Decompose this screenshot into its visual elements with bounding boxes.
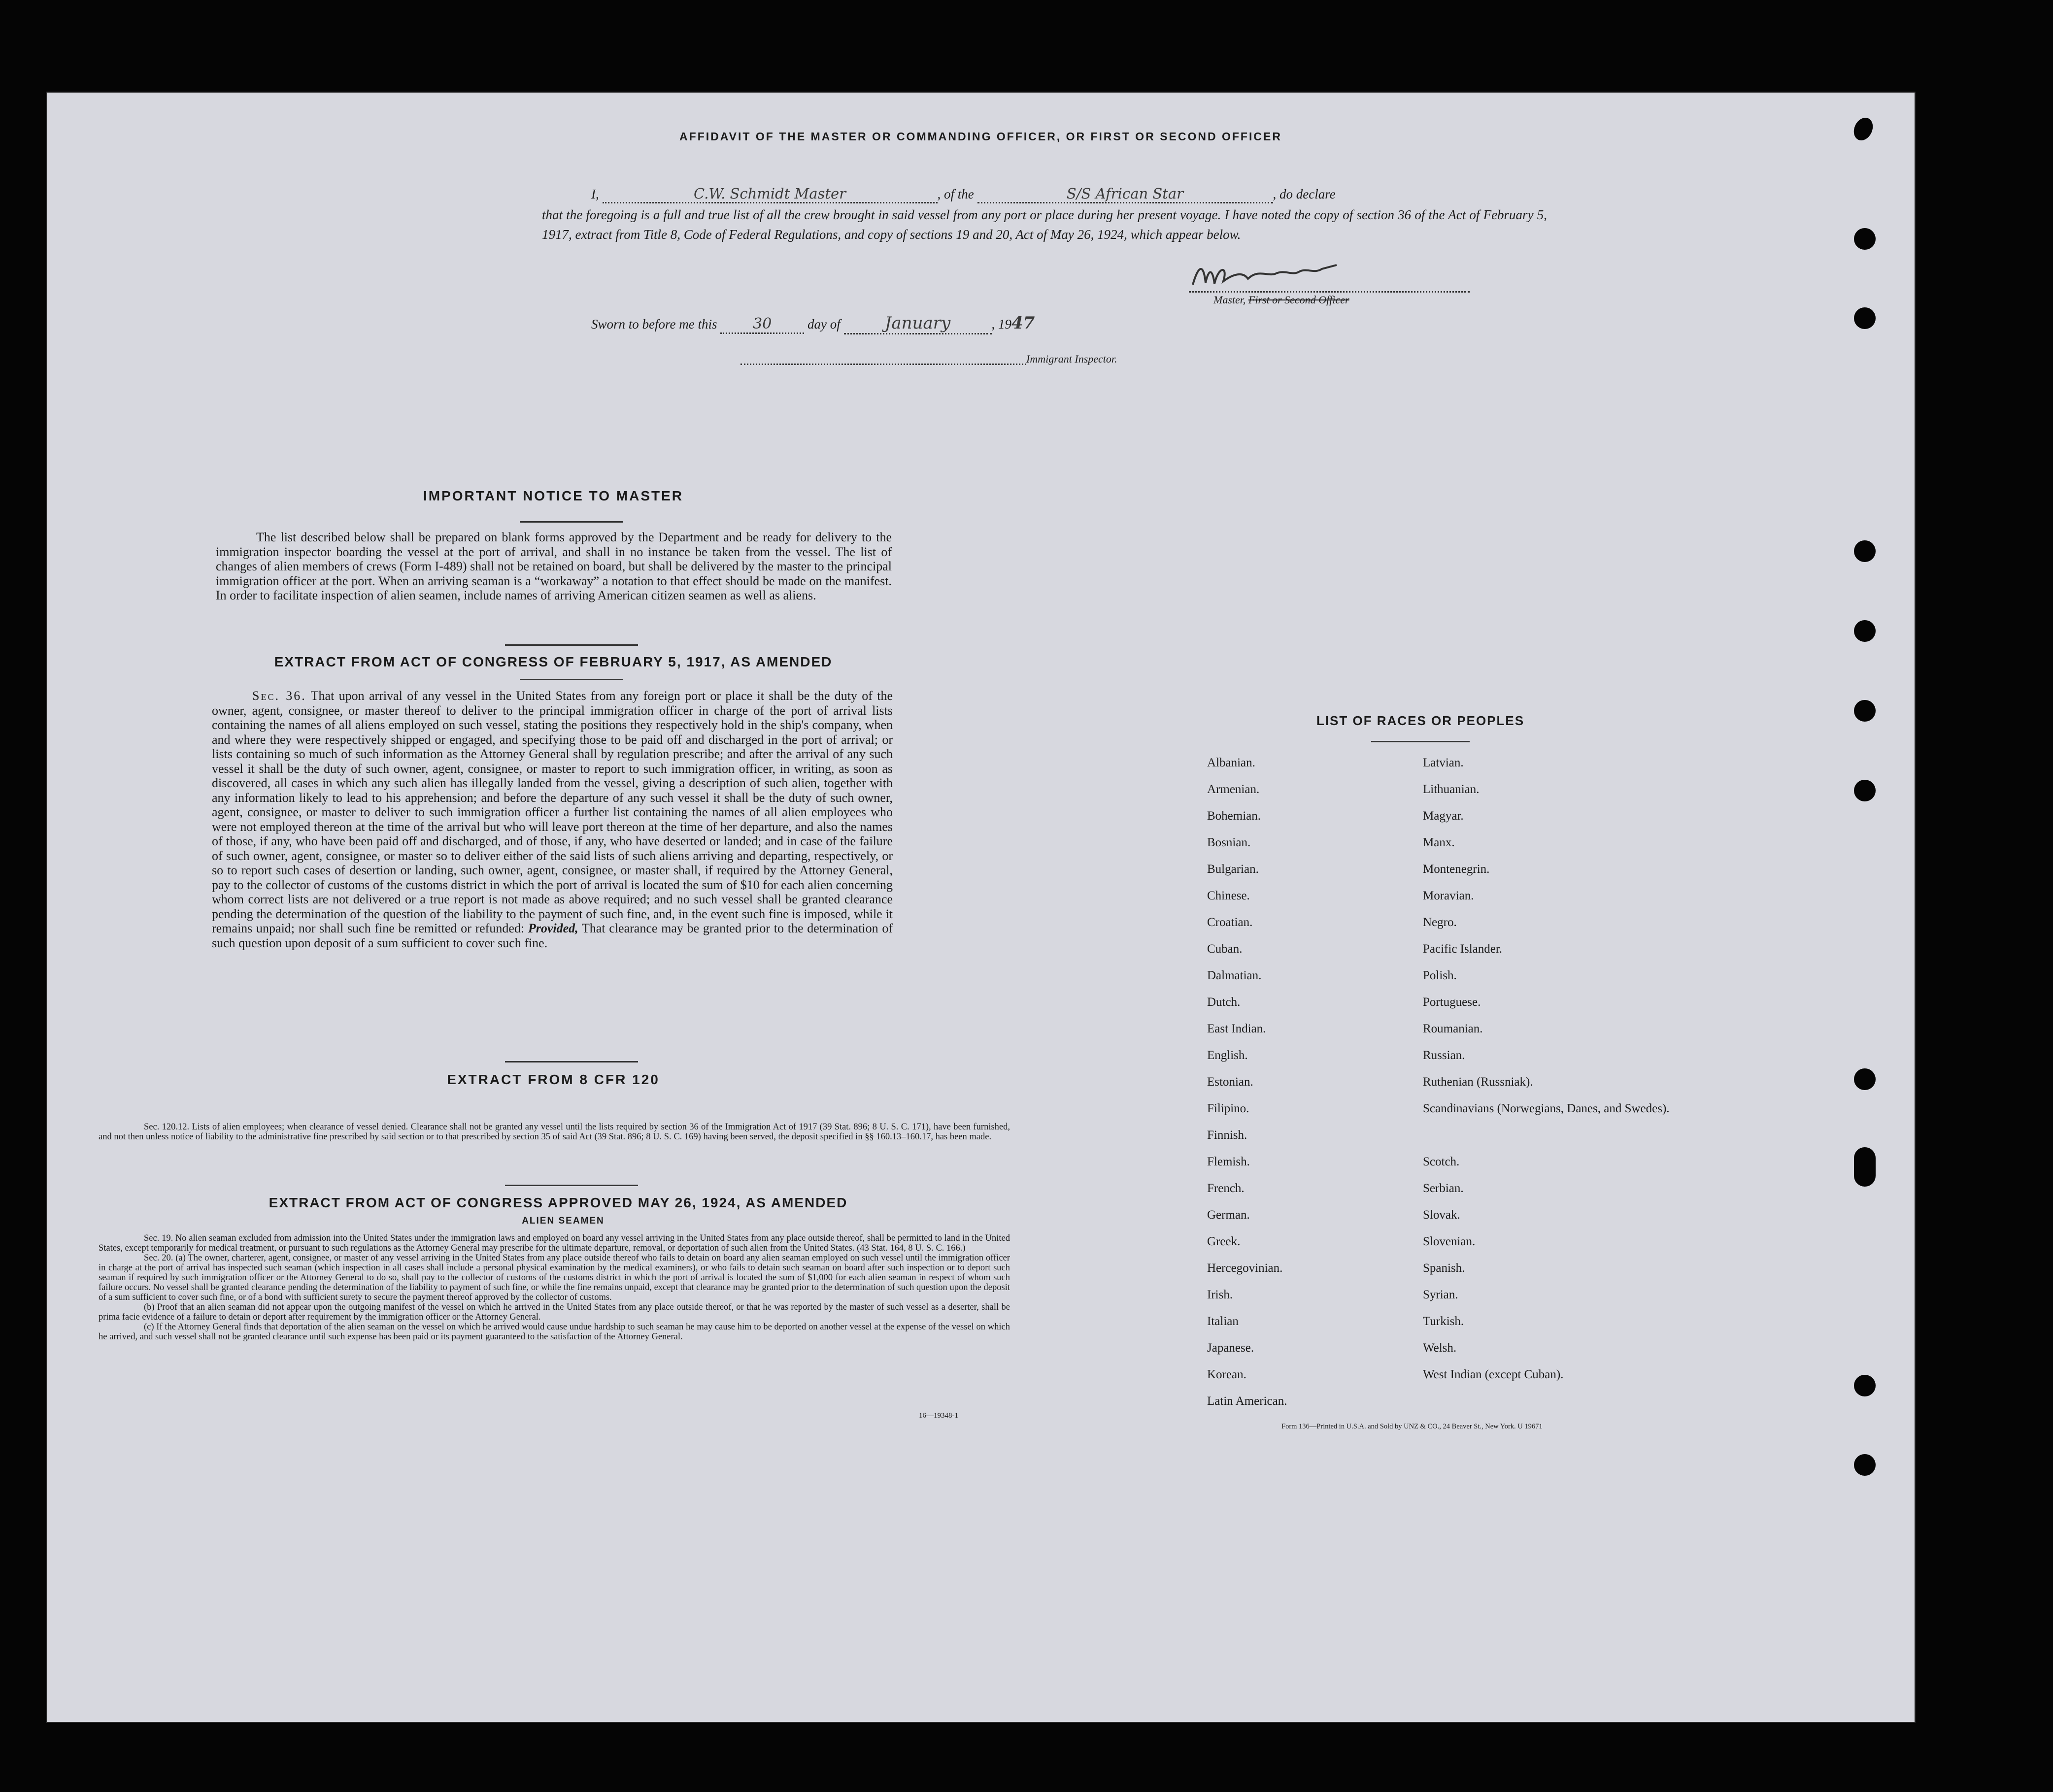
race-item: Moravian. <box>1423 889 1474 902</box>
inspector-signature-line <box>740 364 1026 365</box>
race-item: French. <box>1207 1182 1245 1195</box>
race-item: Lithuanian. <box>1423 783 1480 796</box>
sworn-day-field[interactable]: 30 <box>720 315 804 334</box>
section-20c-text: (c) If the Attorney General finds that deportation of the alien seaman on the vessel on which he arrived would cause undue hardship to such seaman he may cause him to be deported on another vessel at the expense of the vessel on which he arrived, and such vessel shall not be granted clearance until such expense has been paid or its payment guaranteed to the satisfaction of the Attorney General. <box>99 1322 1010 1342</box>
sworn-day-of: day of <box>808 317 841 332</box>
races-left-column <box>1207 750 1287 1415</box>
race-item: Flemish. <box>1207 1155 1250 1168</box>
sworn-year-field[interactable]: 47 <box>1011 313 1035 333</box>
provided-word: Provided, <box>528 921 578 935</box>
affidavit-lead: I, <box>591 187 599 201</box>
sworn-month-field[interactable]: January <box>844 313 992 334</box>
signature-line <box>1189 291 1470 293</box>
race-item: Bohemian. <box>1207 809 1261 823</box>
race-item: Greek. <box>1207 1235 1241 1248</box>
race-item: Korean. <box>1207 1368 1246 1381</box>
race-item: Albanian. <box>1207 756 1255 769</box>
race-item: Roumanian. <box>1423 1022 1483 1035</box>
punch-hole <box>1854 540 1876 562</box>
punch-hole <box>1854 1375 1876 1396</box>
race-item: Armenian. <box>1207 783 1260 796</box>
vessel-name-field[interactable]: S/S African Star <box>977 185 1273 203</box>
race-item: Japanese. <box>1207 1341 1254 1355</box>
section-36-text: That upon arrival of any vessel in the United States from any foreign port or place it shall be the duty of the owner, agent, consignee, or master thereof to deliver to the principal immigration officer in charge of the port of arrival lists containing the names of all aliens employed on such vessel, stating the positions they respectively hold in the ship's company, when and where they were respectively shipped or engaged, and specifying those to be paid off and discharged in the port of arrival; or lists containing so much of such information as the Attorney General shall by regulation prescribe; and after the arrival of any such vessel it shall be the duty of such owner, agent, consignee, or master to report to such immigration officer, in writing, as soon as discovered, all cases in which any such alien has illegally landed from the vessel, giving a description of such alien, together with any information likely to lead to his apprehension; and before the departure of any such vessel it shall be the duty of such owner, agent, consignee, or master to deliver to such immigration officer a further list containing the names of all alien employees who were not employed thereon at the time of the arrival but who will leave port thereon at the time of her departure, and also the names of those, if any, who have been paid off and discharged, and of those, if any, who have deserted or landed; and in case of the failure of such owner, agent, consignee, or master so to deliver either of the said lists of such aliens arriving and departing, respectively, or so to report such cases of desertion or landing, such owner, agent, consignee, or master shall, if required by the Attorney General, pay to the collector of customs of the customs district in which the port of arrival is located the sum of $10 for each alien concerning whom correct lists are not delivered or a true report is not made as above required; and no such vessel shall be granted clearance pending the determination of the question of the liability to the payment of such fine, and, in the event such fine is imposed, while it remains unpaid; nor shall such fine be remitted or refunded: <box>212 689 893 935</box>
race-item: Latvian. <box>1423 756 1464 769</box>
race-item: Portuguese. <box>1423 996 1481 1009</box>
race-item: Croatian. <box>1207 916 1253 929</box>
notice-heading: IMPORTANT NOTICE TO MASTER <box>423 488 684 503</box>
race-item: Syrian. <box>1423 1288 1458 1301</box>
section-20b-text: (b) Proof that an alien seaman did not appear upon the outgoing manifest of the vessel on which he arrived in the United States from any place outside thereof, or that he was reported by the master of such vessel as a deserter, shall be prima facie evidence of a failure to detain or deport after requirement by the immigration officer or the Attorney General. <box>99 1302 1010 1322</box>
affidavit-body: that the foregoing is a full and true list of all the crew brought in said vessel from any port or place during her present voyage. I have noted the copy of section 36 of the Act of February 5, 1917, extract from Title 8, Code of Federal Regulations, and copy of sections 19 and 20, Act of May 26, 1924, which appear below. <box>542 207 1547 242</box>
races-heading: LIST OF RACES OR PEOPLES <box>1316 713 1525 728</box>
signature-scrawl <box>1189 254 1366 294</box>
punch-hole <box>1854 307 1876 329</box>
affidavit-declaration-line <box>591 185 1547 203</box>
race-item: Scandinavians (Norwegians, Danes, and Swedes). <box>1423 1102 1670 1115</box>
race-item: Manx. <box>1423 836 1455 849</box>
master-name-field[interactable]: C.W. Schmidt Master <box>603 185 938 203</box>
affidavit-heading: AFFIDAVIT OF THE MASTER OR COMMANDING OFFICER, OR FIRST OR SECOND OFFICER <box>679 130 1282 143</box>
race-item: Bulgarian. <box>1207 863 1259 876</box>
extract-1924-body <box>99 1233 1010 1342</box>
section-20a-text: Sec. 20. (a) The owner, charterer, agent, consignee, or master of any vessel arriving in the United States from any place outside thereof who fails to detain on board any alien seaman employed on such vessel until the immigration officer in charge at the port of arrival has inspected such seaman (which inspection in all cases shall include a personal physical examination by the medical examiners), or who fails to detain such seaman on board after such inspection or to deport such seaman if required by such immigration officer or the Attorney General to do so, shall pay to the collector of customs of the customs district in which the port of arrival is located the sum of $1,000 for each alien seaman in respect of whom such failure occurs. No vessel shall be granted clearance pending the determination of the liability to payment of such fine, or while the fine remains unpaid, except that clearance may be granted prior to the determination of such question upon the deposit of a sum sufficient to cover such fine, or of a bond with sufficient surety to secure the payment thereof approved by the collector of customs. <box>99 1253 1010 1302</box>
race-item: Pacific Islander. <box>1423 942 1503 956</box>
race-item: Bosnian. <box>1207 836 1251 849</box>
race-item: German. <box>1207 1208 1250 1222</box>
of-the-text: , of the <box>937 187 974 201</box>
notice-body: The list described below shall be prepared on blank forms approved by the Department and be ready for delivery to the immigration inspector boarding the vessel at the port of arrival, and shall in no instance be taken from the vessel. The list of changes of alien members of crews (Form I-489) shall not be retained on board, but shall be delivered by the master to the principal immigration officer at the port. When an arriving seaman is a “workaway” a notation to that effect should be made on the manifest. In order to facilitate inspection of alien seamen, include names of arriving American citizen seamen as well as aliens. <box>216 530 892 602</box>
signature-caption <box>1213 294 1349 306</box>
punch-hole <box>1854 1147 1876 1187</box>
race-item: English. <box>1207 1049 1248 1062</box>
extract-1917-end-divider <box>505 1061 638 1062</box>
section-36-label: Sec. 36. <box>252 689 306 703</box>
race-item: East Indian. <box>1207 1022 1266 1035</box>
race-item: Irish. <box>1207 1288 1233 1301</box>
sworn-line <box>591 313 1035 334</box>
extract-1917-heading: EXTRACT FROM ACT OF CONGRESS OF FEBRUARY 5, 1917, AS AMENDED <box>274 654 833 669</box>
signature-caption-master: Master, <box>1213 294 1246 306</box>
punch-hole <box>1854 700 1876 722</box>
race-item: Turkish. <box>1423 1315 1464 1328</box>
race-item: Scotch. <box>1423 1155 1460 1168</box>
race-item: Magyar. <box>1423 809 1464 823</box>
race-item: Dalmatian. <box>1207 969 1262 982</box>
extract-1917-body <box>212 689 893 950</box>
punch-hole <box>1854 1454 1876 1476</box>
extract-cfr-end-divider <box>505 1185 638 1186</box>
extract-cfr-heading: EXTRACT FROM 8 CFR 120 <box>447 1072 660 1087</box>
race-item: Filipino. <box>1207 1102 1249 1115</box>
races-divider <box>1371 741 1470 742</box>
race-item: Latin American. <box>1207 1394 1287 1408</box>
race-item: Negro. <box>1423 916 1457 929</box>
sworn-year-prefix: , 19 <box>991 317 1011 332</box>
race-item: West Indian (except Cuban). <box>1423 1368 1564 1381</box>
section-19-text: Sec. 19. No alien seaman excluded from admission into the United States under the immigration laws and employed on board any vessel arriving in the United States from any place outside thereof, shall be permitted to land in the United States, except temporarily for medical treatment, or pursuant to such regulations as the Attorney General may prescribe for the ultimate departure, removal, or deportation of such alien from the United States. (43 Stat. 164, 8 U. S. C. 166.) <box>99 1233 1010 1253</box>
race-item: Montenegrin. <box>1423 863 1490 876</box>
race-item: Welsh. <box>1423 1341 1457 1355</box>
notice-divider <box>520 521 623 523</box>
notice-end-divider <box>505 644 638 646</box>
section-36-text-end: That clearance may be granted prior to the determination of such question upon deposit of a sum sufficient to cover such fine. <box>212 921 893 950</box>
race-item: Serbian. <box>1423 1182 1464 1195</box>
punch-hole <box>1854 780 1876 801</box>
race-item: Estonian. <box>1207 1075 1253 1089</box>
race-item: Slovak. <box>1423 1208 1460 1222</box>
master-signature <box>1189 254 1366 294</box>
race-item: Dutch. <box>1207 996 1241 1009</box>
race-item: Ruthenian (Russniak). <box>1423 1075 1533 1089</box>
document-page <box>46 92 1916 1723</box>
race-item: Slovenian. <box>1423 1235 1476 1248</box>
punch-hole <box>1854 228 1876 250</box>
races-right-column <box>1423 750 1670 1388</box>
extract-1917-divider <box>520 679 623 680</box>
punch-hole <box>1854 1068 1876 1090</box>
extract-1924-subheading: ALIEN SEAMEN <box>522 1216 605 1226</box>
race-item: Cuban. <box>1207 942 1243 956</box>
sworn-prefix: Sworn to before me this <box>591 317 717 332</box>
punch-hole <box>1854 620 1876 642</box>
signature-caption-struck: First or Second Officer <box>1248 294 1349 306</box>
race-item: Italian <box>1207 1315 1239 1328</box>
extract-1924-heading: EXTRACT FROM ACT OF CONGRESS APPROVED MAY 26, 1924, AS AMENDED <box>269 1195 848 1210</box>
extract-cfr-body: Sec. 120.12. Lists of alien employees; when clearance of vessel denied. Clearance shall not be granted any vessel until the lists required by section 36 of the Immigration Act of 1917 (39 Stat. 896; 8 U. S. C. 171), have been furnished, and not then unless notice of liability to the administrative fine prescribed by said section or to that prescribed by section 35 of said Act (39 Stat. 896; 8 U. S. C. 169) having been served, the deposit specified in §§ 160.13–160.17, has been made. <box>99 1122 1010 1142</box>
race-item: Finnish. <box>1207 1128 1247 1142</box>
race-item: Spanish. <box>1423 1261 1465 1275</box>
race-item: Chinese. <box>1207 889 1250 902</box>
inspector-caption: Immigrant Inspector. <box>1026 353 1117 365</box>
race-item: Hercegovinian. <box>1207 1261 1283 1275</box>
race-item: Polish. <box>1423 969 1457 982</box>
form-printer-note: Form 136—Printed in U.S.A. and Sold by UNZ & CO., 24 Beaver St., New York. U 19671 <box>1281 1423 1543 1430</box>
race-item: Russian. <box>1423 1049 1465 1062</box>
do-declare-text: , do declare <box>1273 187 1336 201</box>
form-code: 16—19348-1 <box>919 1412 958 1420</box>
